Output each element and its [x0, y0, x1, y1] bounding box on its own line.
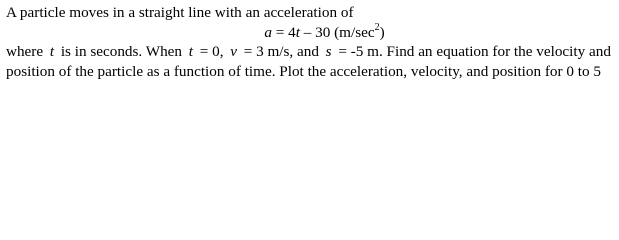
equation-constant-and-unit: – 30 (m/sec — [299, 24, 375, 41]
line3-variable-s: s — [325, 43, 332, 60]
equation-variable-t: t — [295, 24, 300, 41]
acceleration-equation — [0, 21, 619, 42]
problem-line-1 — [6, 4, 354, 22]
line3-text-zero: = 0, — [199, 43, 224, 60]
line3-text-position-value: = -5 m. Find an equation for the velocity and — [338, 43, 611, 60]
equation-content — [264, 21, 385, 42]
equation-unit-exponent: 2 — [374, 21, 380, 33]
problem-intro-text: A particle moves in a straight line with an acceleration of — [6, 4, 354, 21]
problem-line-4 — [6, 63, 601, 81]
problem-statement — [0, 0, 619, 84]
equation-unit-close: ) — [379, 24, 385, 41]
line3-word-where: where — [6, 43, 44, 60]
problem-instructions-text: position of the particle as a function of time. Plot the acceleration, velocity, and position for 0 to 5 — [6, 63, 601, 80]
line3-variable-t-1: t — [49, 43, 55, 60]
equation-variable-a: a — [264, 24, 272, 41]
line3-text-seconds: is in seconds. When — [60, 43, 183, 60]
line3-text-velocity-value: = 3 m/s, and — [243, 43, 319, 60]
equation-equals-coefficient: = 4 — [271, 24, 296, 41]
line3-variable-t-2: t — [188, 43, 193, 60]
problem-line-3 — [6, 43, 611, 61]
line3-variable-v: v — [230, 43, 237, 60]
